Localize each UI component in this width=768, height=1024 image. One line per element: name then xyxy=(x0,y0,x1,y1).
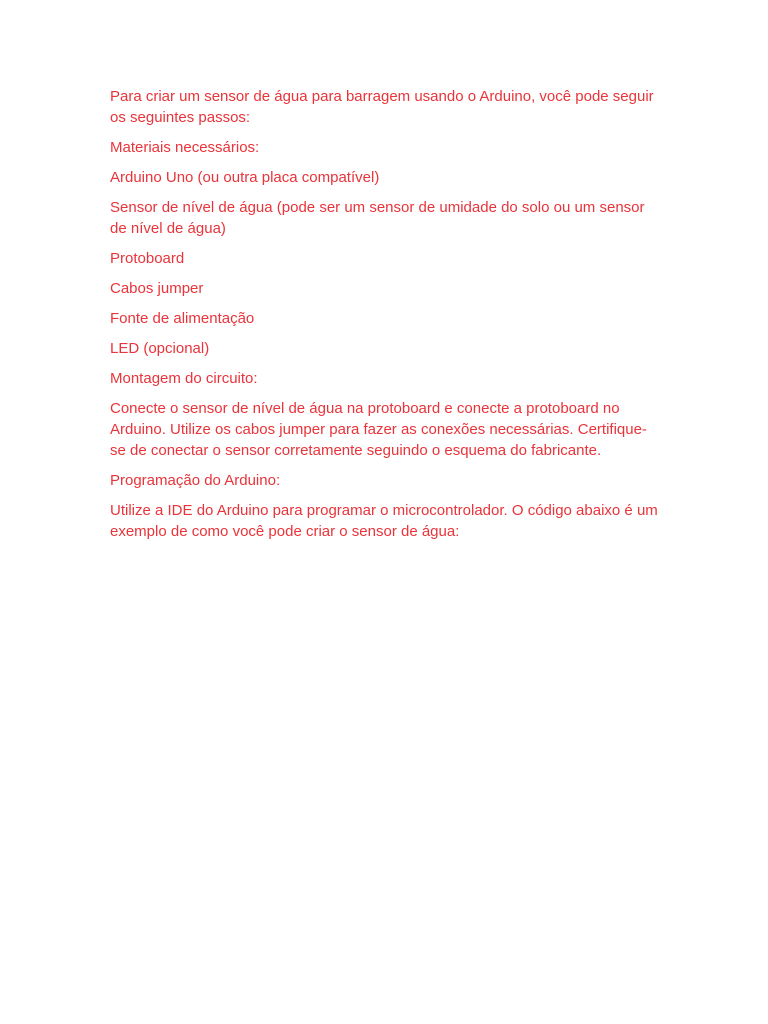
programming-heading: Programação do Arduino: xyxy=(110,472,281,489)
assembly-paragraph: Conecte o sensor de nível de água na protoboard e conecte a protoboard no Arduino. Utilize os cabos jumper para fazer as conexões necessárias. Certifique-se de conectar o sensor corretamente seguindo o esquema do fabricante. xyxy=(110,400,647,459)
intro-paragraph: Para criar um sensor de água para barragem usando o Arduino, você pode seguir os seguintes passos: xyxy=(110,88,654,126)
document-body xyxy=(110,86,658,551)
assembly-heading: Montagem do circuito: xyxy=(110,370,258,387)
material-item-sensor: Sensor de nível de água (pode ser um sensor de umidade do solo ou um sensor de nível de água) xyxy=(110,199,645,237)
material-item-arduino: Arduino Uno (ou outra placa compatível) xyxy=(110,169,380,186)
material-item-led: LED (opcional) xyxy=(110,340,210,357)
material-item-jumper-cables: Cabos jumper xyxy=(110,280,204,297)
material-item-power-supply: Fonte de alimentação xyxy=(110,310,255,327)
programming-paragraph: Utilize a IDE do Arduino para programar o microcontrolador. O código abaixo é um exemplo de como você pode criar o sensor de água: xyxy=(110,502,658,540)
material-item-protoboard: Protoboard xyxy=(110,250,185,267)
materials-heading: Materiais necessários: xyxy=(110,139,260,156)
